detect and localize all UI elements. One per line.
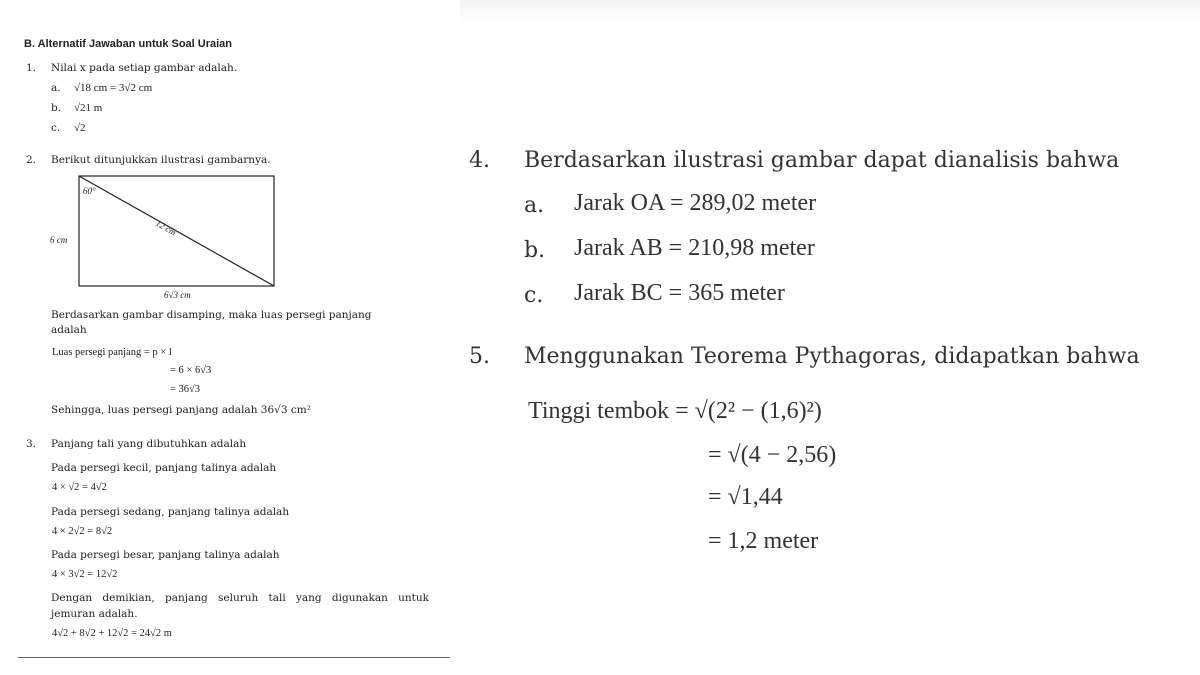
- q5-line1: Tinggi tembok = √(2² − (1,6)²): [528, 398, 822, 424]
- angle-label: 60°: [83, 186, 96, 196]
- q2-question: Berikut ditunjukkan ilustrasi gambarnya.: [51, 154, 271, 166]
- q4-number: 4.: [469, 148, 490, 173]
- q3-medium-expr: 4 × 2√2 = 8√2: [52, 526, 113, 537]
- q1-item-b-expr: √21 m: [74, 102, 103, 114]
- q4-question: Berdasarkan ilustrasi gambar dapat dianalisis bahwa: [524, 148, 1120, 173]
- q4-item-c-label: c.: [524, 283, 544, 308]
- right-document-page: [460, 0, 1200, 675]
- page-top-shadow: [460, 0, 1200, 24]
- q4-item-c-text: Jarak BC = 365 meter: [574, 280, 785, 306]
- q3-number: 3.: [26, 438, 37, 450]
- q2-calc-line1: Luas persegi panjang = p × l: [52, 347, 172, 358]
- q2-number: 2.: [26, 154, 37, 166]
- width-label: 6√3 cm: [164, 290, 191, 300]
- q1-number: 1.: [26, 62, 37, 74]
- q3-medium-text: Pada persegi sedang, panjang talinya adalah: [51, 506, 290, 518]
- q3-question: Panjang tali yang dibutuhkan adalah: [51, 438, 247, 450]
- page-bottom-rule: [18, 657, 450, 658]
- left-document-page: [0, 0, 460, 675]
- section-title: B. Alternatif Jawaban untuk Soal Uraian: [24, 38, 233, 50]
- q1-item-a-label: a.: [51, 82, 61, 94]
- q5-number: 5.: [469, 344, 490, 369]
- q1-item-a-expr: √18 cm = 3√2 cm: [74, 82, 153, 94]
- q3-small-text: Pada persegi kecil, panjang talinya adalah: [51, 462, 277, 474]
- q1-item-c-expr: √2: [74, 122, 86, 134]
- q4-item-a-label: a.: [524, 193, 545, 218]
- q4-item-b-label: b.: [524, 238, 546, 263]
- q5-line4: = 1,2 meter: [708, 528, 819, 554]
- q5-question: Menggunakan Teorema Pythagoras, didapatkan bahwa: [524, 344, 1140, 369]
- q2-explain-line1: Berdasarkan gambar disamping, maka luas persegi panjang: [51, 309, 372, 321]
- q2-conclusion: Sehingga, luas persegi panjang adalah 36√3 cm²: [51, 404, 311, 416]
- q2-calc-line2: = 6 × 6√3: [170, 365, 212, 376]
- q3-conclusion-line2: jemuran adalah.: [51, 608, 138, 620]
- q3-total-expr: 4√2 + 8√2 + 12√2 = 24√2 m: [52, 628, 172, 639]
- height-label: 6 cm: [50, 235, 68, 245]
- q5-line3: = √1,44: [708, 484, 783, 510]
- q4-item-b-text: Jarak AB = 210,98 meter: [574, 235, 815, 261]
- q2-calc-line3: = 36√3: [170, 384, 201, 395]
- q3-small-expr: 4 × √2 = 4√2: [52, 482, 107, 493]
- diagonal-label: 12 cm: [154, 218, 178, 238]
- q1-item-b-label: b.: [51, 102, 62, 114]
- q5-line2: = √(4 − 2,56): [708, 442, 837, 468]
- q4-item-a-text: Jarak OA = 289,02 meter: [574, 190, 817, 216]
- q3-conclusion-line1: Dengan demikian, panjang seluruh tali yang digunakan untuk: [51, 592, 429, 604]
- q1-item-c-label: c.: [51, 122, 61, 134]
- q3-large-text: Pada persegi besar, panjang talinya adalah: [51, 549, 280, 561]
- q2-explain-line2: adalah: [51, 324, 87, 336]
- q3-large-expr: 4 × 3√2 = 12√2: [52, 569, 118, 580]
- q1-question: Nilai x pada setiap gambar adalah.: [51, 62, 238, 74]
